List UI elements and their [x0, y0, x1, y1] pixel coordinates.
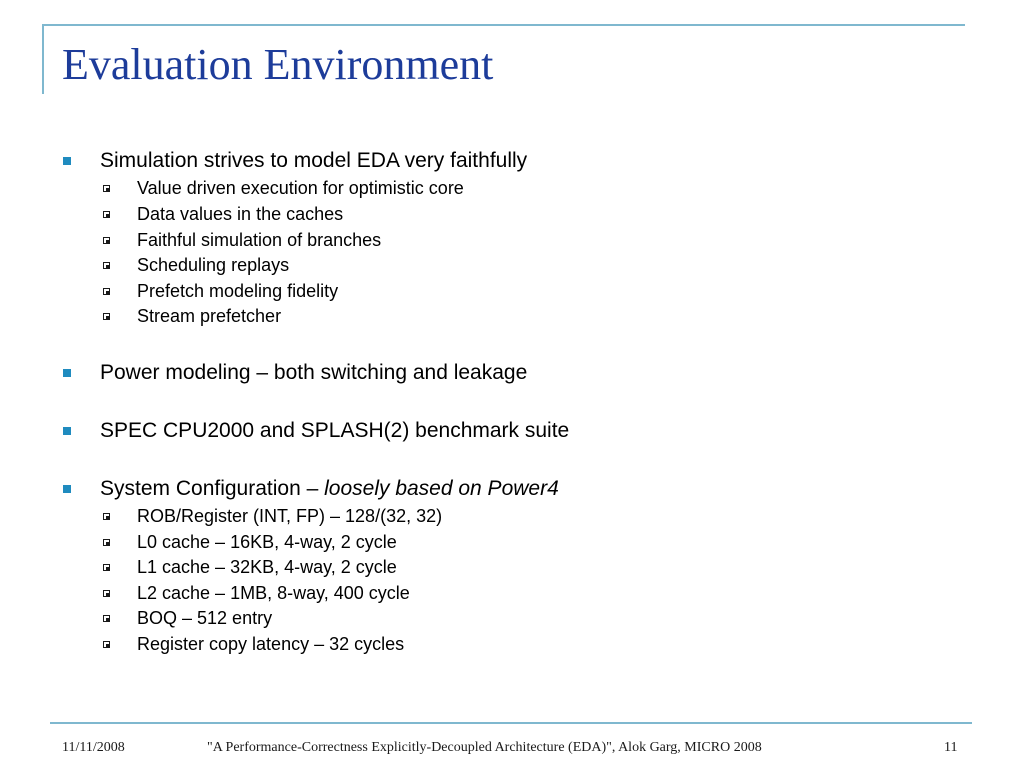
square-bullet-icon [63, 427, 71, 435]
sub-bullet-text: L2 cache – 1MB, 8-way, 400 cycle [137, 583, 410, 603]
sub-bullet-text: Register copy latency – 32 cycles [137, 634, 405, 654]
sub-bullet-text: Faithful simulation of branches [137, 230, 382, 250]
hollow-square-bullet-icon [103, 590, 110, 597]
title-frame-top-rule [42, 24, 965, 26]
bullet-text: Simulation strives to model EDA very faithfully [100, 149, 528, 172]
square-bullet-icon [63, 369, 71, 377]
footer-date: 11/11/2008 [62, 740, 125, 755]
sub-bullet [137, 582, 410, 604]
sub-bullet-text: BOQ – 512 entry [137, 608, 273, 628]
sub-bullet [137, 633, 404, 655]
hollow-square-bullet-icon [103, 237, 110, 244]
sub-bullet-text: ROB/Register (INT, FP) – 128/(32, 32) [137, 506, 443, 526]
square-bullet-icon [63, 157, 71, 165]
slide-title: Evaluation Environment [62, 40, 494, 89]
hollow-square-bullet-icon [103, 564, 110, 571]
footer-rule [50, 722, 972, 724]
sub-bullet [137, 254, 289, 276]
sub-bullet [137, 229, 381, 251]
bullet-text: Power modeling – both switching and leakage [100, 361, 528, 384]
sub-bullet-text: Prefetch modeling fidelity [137, 281, 339, 301]
bullet-power-modeling [100, 361, 527, 385]
sub-bullet-text: L0 cache – 16KB, 4-way, 2 cycle [137, 532, 397, 552]
bullet-text: System Configuration – [100, 477, 325, 500]
title-frame-left-rule [42, 24, 44, 94]
bullet-simulation [100, 149, 527, 173]
hollow-square-bullet-icon [103, 539, 110, 546]
hollow-square-bullet-icon [103, 641, 110, 648]
bullet-system-configuration [100, 477, 559, 501]
sub-bullet [137, 280, 338, 302]
sub-bullet-text: L1 cache – 32KB, 4-way, 2 cycle [137, 557, 397, 577]
hollow-square-bullet-icon [103, 615, 110, 622]
hollow-square-bullet-icon [103, 211, 110, 218]
sub-bullet [137, 505, 442, 527]
sub-bullet-text: Value driven execution for optimistic core [137, 178, 464, 198]
sub-bullet [137, 607, 272, 629]
bullet-benchmarks [100, 419, 569, 443]
hollow-square-bullet-icon [103, 513, 110, 520]
sub-bullet-text: Stream prefetcher [137, 306, 282, 326]
hollow-square-bullet-icon [103, 288, 110, 295]
hollow-square-bullet-icon [103, 262, 110, 269]
sub-bullet [137, 556, 397, 578]
square-bullet-icon [63, 485, 71, 493]
bullet-text: SPEC CPU2000 and SPLASH(2) benchmark suite [100, 419, 570, 442]
sub-bullet-text: Data values in the caches [137, 204, 344, 224]
sub-bullet [137, 531, 397, 553]
sub-bullet [137, 203, 343, 225]
footer-page-number: 11 [944, 740, 958, 755]
hollow-square-bullet-icon [103, 185, 110, 192]
hollow-square-bullet-icon [103, 313, 110, 320]
sub-bullet-text: Scheduling replays [137, 255, 290, 275]
bullet-emphasis: loosely based on Power4 [324, 477, 559, 500]
sub-bullet [137, 177, 464, 199]
footer-citation: "A Performance-Correctness Explicitly-Decoupled Architecture (EDA)", Alok Garg, MICRO 2008 [207, 740, 762, 755]
sub-bullet [137, 305, 281, 327]
